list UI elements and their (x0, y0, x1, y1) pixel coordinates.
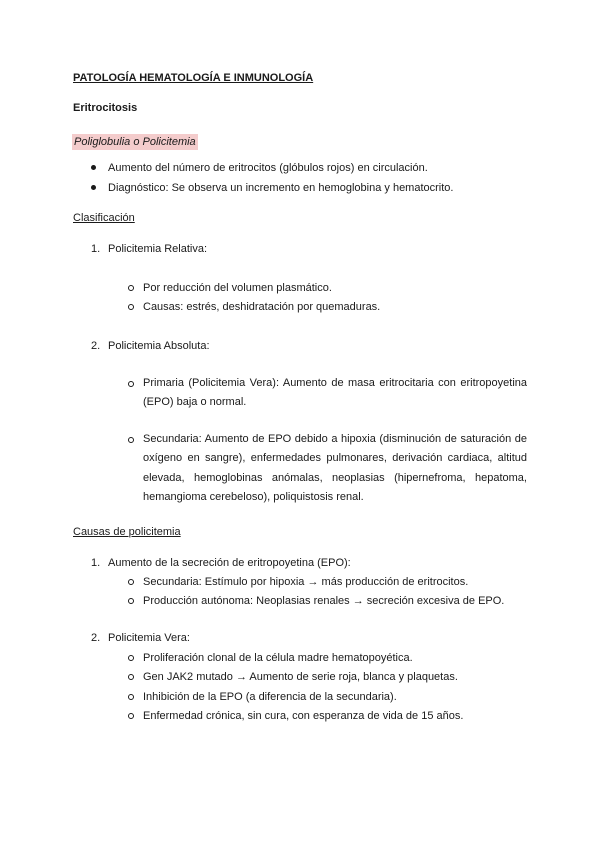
sub-bullet-icon (128, 598, 134, 604)
clasificacion-item-2-sub-1: Primaria (Policitemia Vera): Aumento de masa eritrocitaria con eritropoyetina (EPO) baja o normal. (143, 377, 527, 409)
clasificacion-item-2-sub-2: Secundaria: Aumento de EPO debido a hipoxia (disminución de saturación de oxígeno en sangre), enfermedades pulmonares, derivación cardiaca, altitud elevada, hemoglobinas anómalas, neoplasias (hipernefroma, hepatoma, hemangioma cerebeloso), poliquistosis renal. (143, 433, 527, 503)
intro-bullet-2: Diagnóstico: Se observa un incremento en hemoglobina y hematocrito. (108, 182, 454, 194)
list-number: 1. (91, 243, 101, 255)
sub-bullet-icon (128, 674, 134, 680)
bullet-icon (91, 185, 96, 190)
causas-item-1-label: Aumento de la secreción de eritropoyetina (EPO): (108, 557, 351, 569)
clasificacion-heading: Clasificación (73, 212, 135, 224)
sub-bullet-icon (128, 381, 134, 387)
highlighted-heading: Poliglobulia o Policitemia (74, 136, 196, 148)
document-title: PATOLOGÍA HEMATOLOGÍA E INMUNOLOGÍA (73, 72, 314, 84)
list-number: 2. (91, 632, 101, 644)
causas-item-2-sub-2: Gen JAK2 mutado → Aumento de serie roja, blanca y plaquetas. (143, 671, 458, 683)
causas-item-1-sub-1: Secundaria: Estímulo por hipoxia → más producción de eritrocitos. (143, 576, 469, 588)
list-number: 1. (91, 557, 101, 569)
causas-item-2-label: Policitemia Vera: (108, 632, 190, 644)
bullet-icon (91, 165, 96, 170)
clasificacion-item-1-sub-2: Causas: estrés, deshidratación por quemaduras. (143, 301, 381, 313)
sub-bullet-icon (128, 655, 134, 661)
sub-bullet-icon (128, 713, 134, 719)
clasificacion-item-1-label: Policitemia Relativa: (108, 243, 208, 255)
causas-heading: Causas de policitemia (73, 526, 181, 538)
clasificacion-item-2-label: Policitemia Absoluta: (108, 340, 210, 352)
sub-bullet-icon (128, 694, 134, 700)
sub-bullet-icon (128, 579, 134, 585)
sub-bullet-icon (128, 304, 134, 310)
causas-item-2-sub-1: Proliferación clonal de la célula madre hematopoyética. (143, 652, 413, 664)
causas-item-2-sub-4: Enfermedad crónica, sin cura, con esperanza de vida de 15 años. (143, 710, 464, 722)
sub-bullet-icon (128, 285, 134, 291)
intro-bullet-1: Aumento del número de eritrocitos (glóbulos rojos) en circulación. (108, 162, 428, 174)
causas-item-1-sub-2: Producción autónoma: Neoplasias renales → secreción excesiva de EPO. (143, 595, 505, 607)
clasificacion-item-1-sub-1: Por reducción del volumen plasmático. (143, 282, 332, 294)
list-number: 2. (91, 340, 101, 352)
causas-item-2-sub-3: Inhibición de la EPO (a diferencia de la secundaria). (143, 691, 397, 703)
section-title-eritrocitosis: Eritrocitosis (73, 102, 138, 114)
sub-bullet-icon (128, 437, 134, 443)
